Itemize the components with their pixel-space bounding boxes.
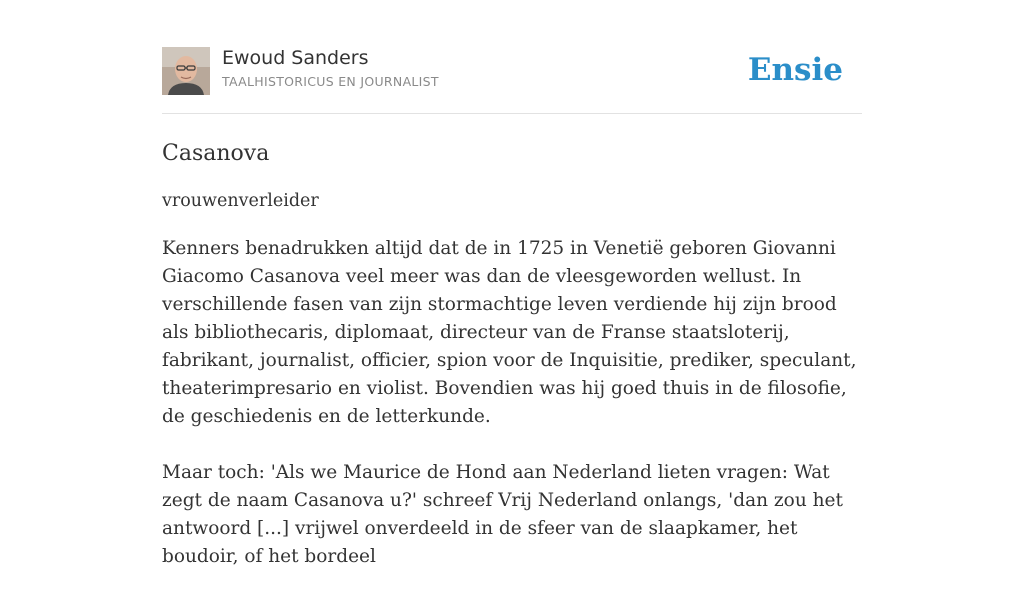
author-title: TAALHISTORICUS EN JOURNALIST [222, 74, 439, 89]
author-header [162, 46, 862, 114]
entry-definition: vrouwenverleider [162, 191, 319, 211]
article [162, 46, 862, 599]
entry-body [162, 235, 862, 571]
avatar-photo-icon [162, 47, 210, 95]
author-name[interactable]: Ewoud Sanders [222, 47, 369, 69]
body-paragraph: Kenners benadrukken altijd dat de in 1725 in Venetië geboren Giovanni Giacomo Casanova veel meer was dan de vleesgeworden wellust. In verschillende fasen van zijn stormachtige leven verdiende hij zijn brood als bibliothecaris, diplomaat, directeur van de Franse staatsloterij, fabrikant, journalist, officier, spion voor de Inquisitie, prediker, speculant, theaterimpresario en violist. Bovendien was hij goed thuis in de filosofie, de geschiedenis en de letterkunde. [162, 238, 857, 427]
body-paragraph: Maar toch: 'Als we Maurice de Hond aan Nederland lieten vragen: Wat zegt de naam Casanova u?' schreef Vrij Nederland onlangs, 'dan zou het antwoord [...] vrijwel onverdeeld in de sfeer van de slaapkamer, het boudoir, of het bordeel [162, 462, 843, 567]
author-avatar[interactable] [162, 47, 210, 95]
entry-term: Casanova [162, 141, 270, 166]
brand-logo[interactable]: Ensie [747, 52, 843, 88]
